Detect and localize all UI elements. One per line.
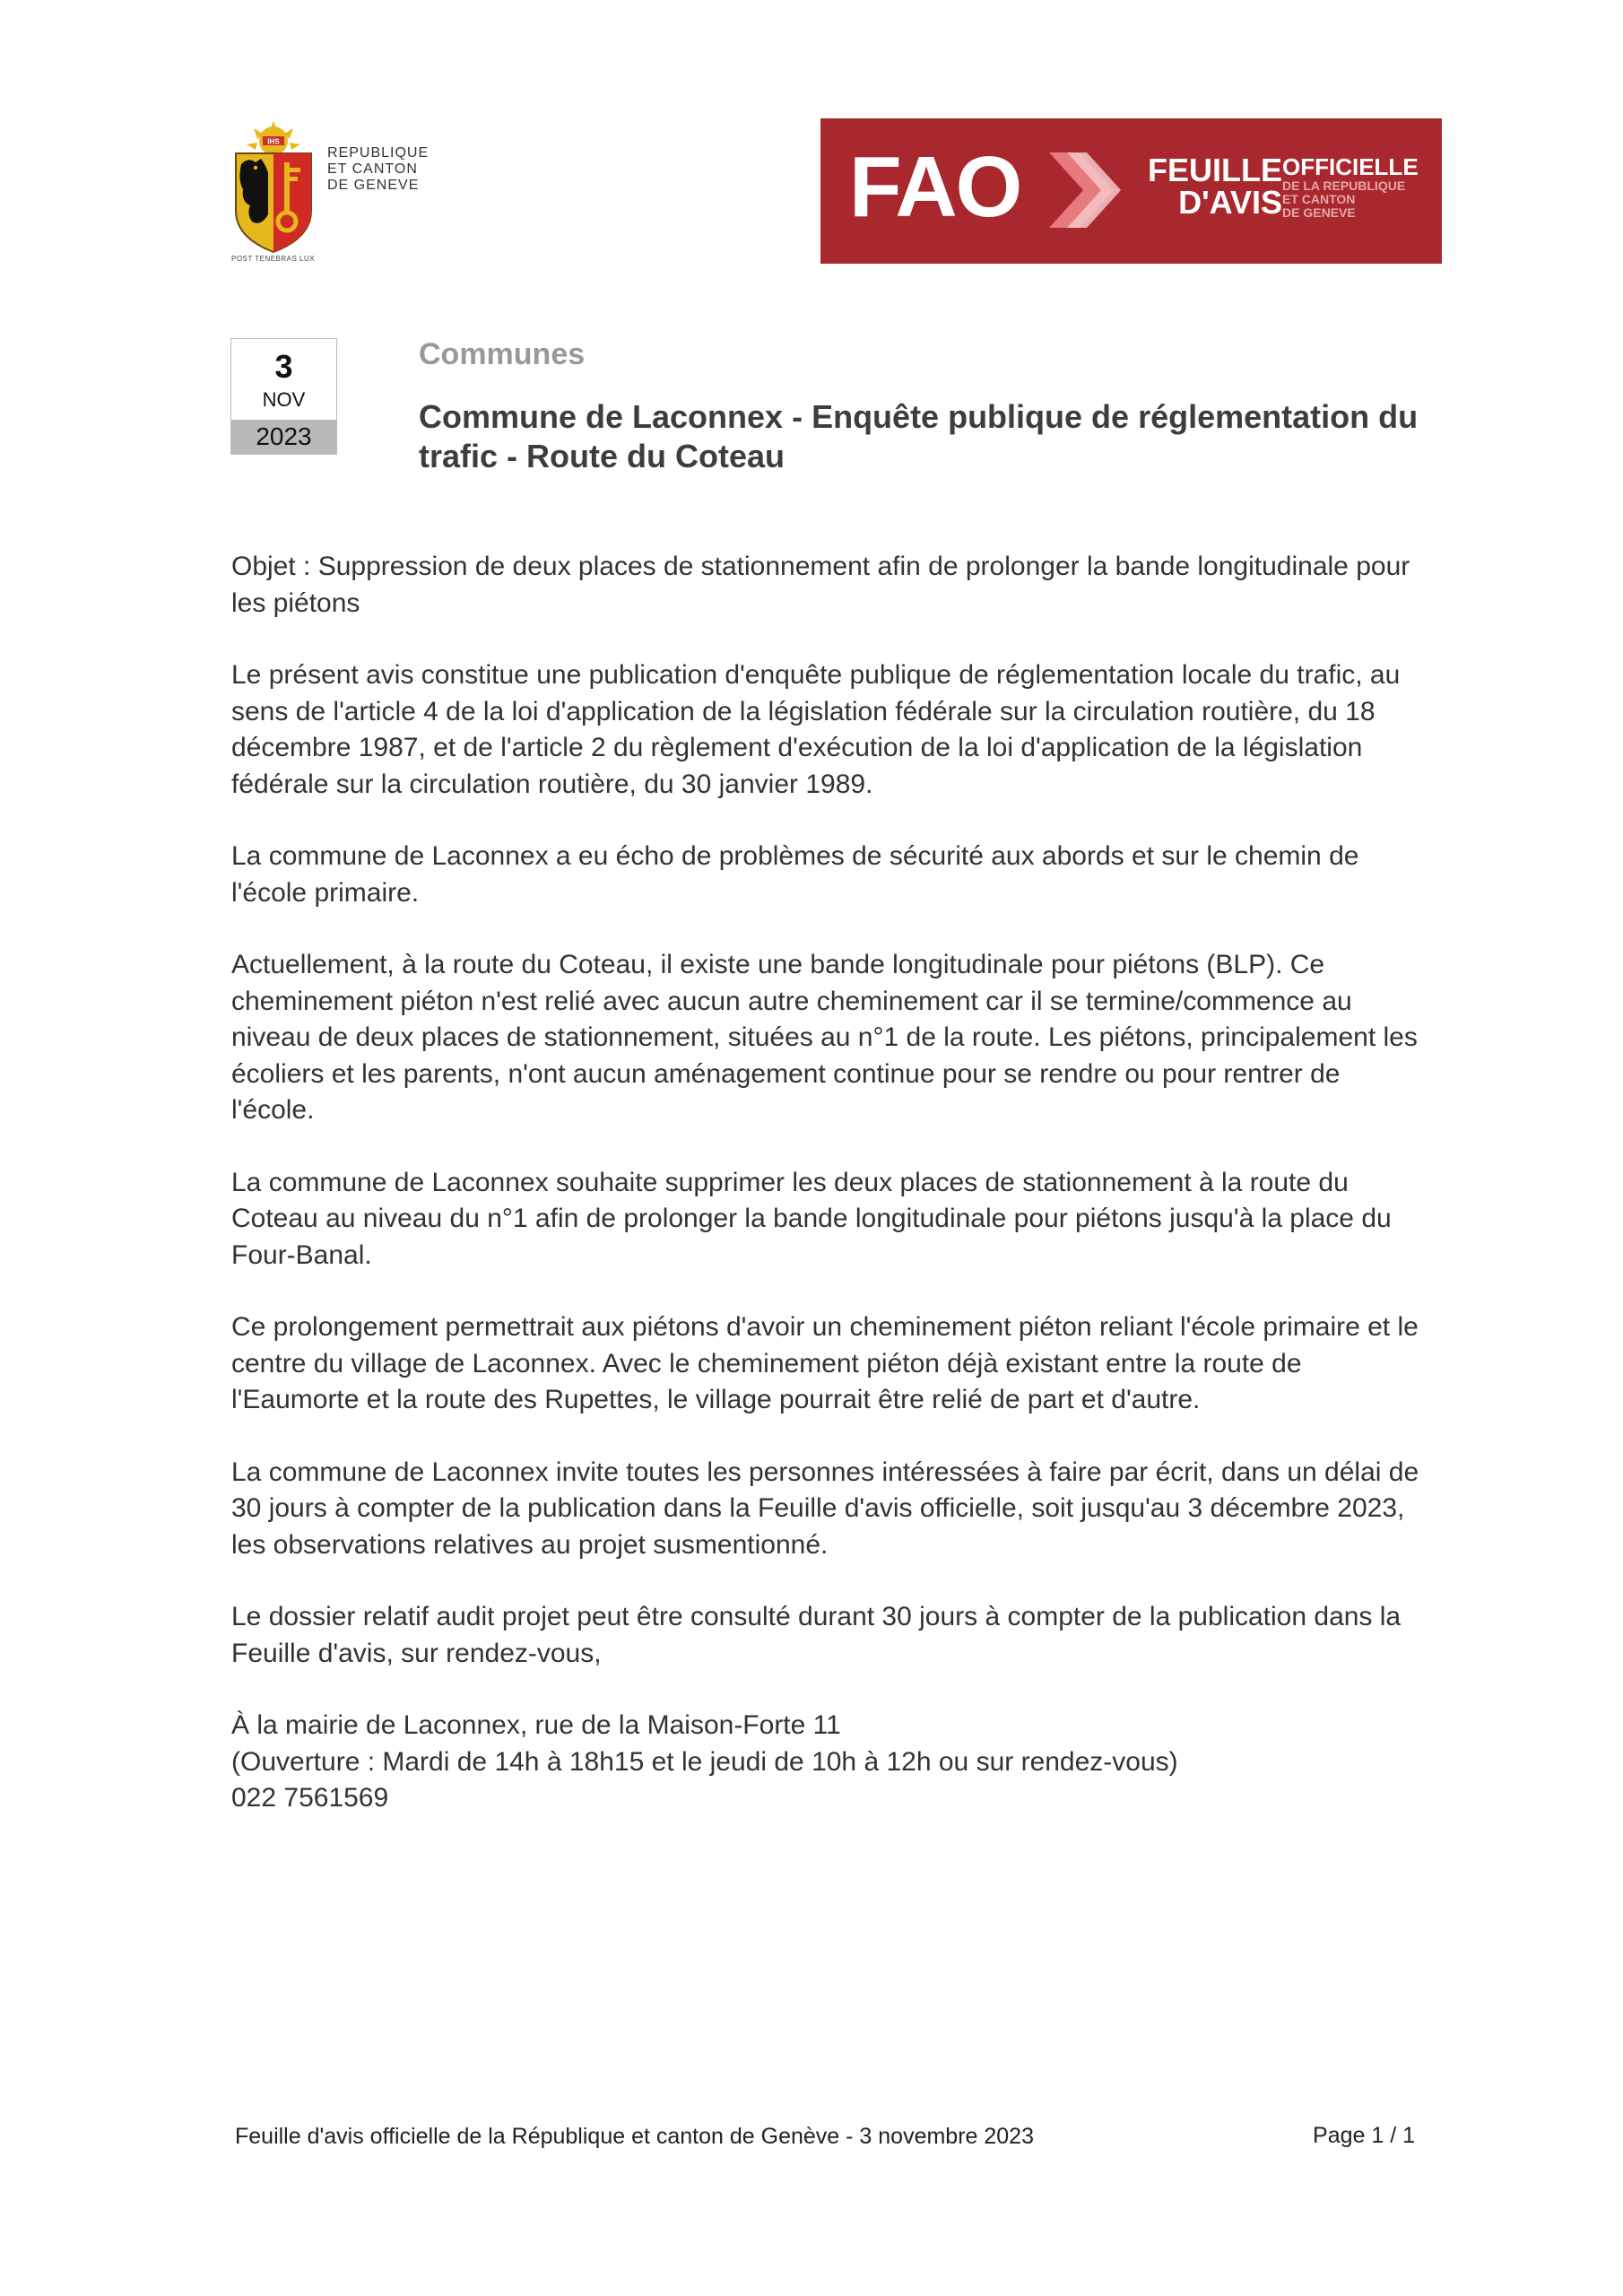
fao-wordmark: FAO: [849, 139, 1021, 235]
contact-address: À la mairie de Laconnex, rue de la Maison-Forte 11: [231, 1710, 841, 1740]
notice-body: [231, 549, 1424, 1817]
paragraph-legal-basis: Le présent avis constitue une publication d'enquête publique de réglementation locale du trafic, au sens de l'article 4 de la loi d'application de la législation fédérale sur la circulation routière, du 18 décembre 1987, et de l'article 2 du règlement d'exécution de la loi d'application de la législation fédérale sur la circulation routière, du 30 janvier 1989.: [231, 660, 1401, 799]
paragraph-object: Objet : Suppression de deux places de stationnement afin de prolonger la bande longitudinale pour les piétons: [231, 552, 1410, 618]
paragraph-context: La commune de Laconnex a eu écho de problèmes de sécurité aux abords et sur le chemin de l'école primaire.: [231, 841, 1359, 908]
fao-feuille-label: FEUILLE D'AVIS: [1148, 152, 1282, 221]
paragraph-consultation: Le dossier relatif audit projet peut être consulté durant 30 jours à compter de la publication dans la Feuille d'avis, sur rendez-vous,: [231, 1602, 1402, 1668]
date-year: 2023: [231, 420, 336, 454]
paragraph-invitation: La commune de Laconnex invite toutes les personnes intéressées à faire par écrit, dans un délai de 30 jours à compter de la publication dans la Feuille d'avis officielle, soit jusqu'au 3 décembre 2023, les observations relatives au projet susmentionné.: [231, 1457, 1419, 1560]
chevron-right-icon: [1040, 145, 1130, 235]
fao-banner-logo: [820, 118, 1442, 264]
date-day: 3: [274, 348, 293, 385]
publication-date-box: [230, 338, 337, 455]
motto-label: POST TENEBRAS LUX: [231, 255, 316, 263]
fao-officielle-label: OFFICIELLE DE LA REPUBLIQUE ET CANTON DE GENEVE: [1282, 153, 1419, 220]
footer-publication-info: Feuille d'avis officielle de la République et canton de Genève - 3 novembre 2023: [235, 2124, 1034, 2149]
contact-hours: (Ouverture : Mardi de 14h à 18h15 et le jeudi de 10h à 12h ou sur rendez-vous): [231, 1746, 1178, 1777]
paragraph-benefit: Ce prolongement permettrait aux piétons d'avoir un cheminement piéton reliant l'école primaire et le centre du village de Laconnex. Avec le cheminement piéton déjà existant entre la route de l'Eaumorte et la route des Rupettes, le village pourrait être relié de part et d'autre.: [231, 1312, 1419, 1414]
republic-label: REPUBLIQUE ET CANTON DE GENEVE: [327, 145, 430, 193]
paragraph-current-situation: Actuellement, à la route du Coteau, il existe une bande longitudinale pour piétons (BLP). Ce cheminement piéton n'est relié avec aucun autre cheminement car il se termine/commence au niveau de deux places de stationnement, situées au n°1 de la route. Les piétons, principalement les écoliers et les parents, n'ont aucun aménagement continue pour se rendre ou pour rentrer de l'école.: [231, 950, 1418, 1125]
contact-block: [231, 1708, 1424, 1817]
contact-phone: 022 7561569: [231, 1783, 389, 1813]
category-label: Communes: [419, 337, 586, 371]
notice-title: Commune de Laconnex - Enquête publique de réglementation du trafic - Route du Coteau: [419, 398, 1419, 474]
svg-text:IHS: IHS: [267, 137, 280, 146]
paragraph-proposal: La commune de Laconnex souhaite supprimer les deux places de stationnement à la route du Coteau au niveau du n°1 afin de prolonger la bande longitudinale pour piétons jusqu'à la place du Four-Banal.: [231, 1167, 1392, 1270]
footer-page-number: Page 1 / 1: [1313, 2123, 1415, 2148]
geneva-coat-of-arms-icon: [229, 121, 318, 256]
date-month: NOV: [262, 388, 306, 411]
